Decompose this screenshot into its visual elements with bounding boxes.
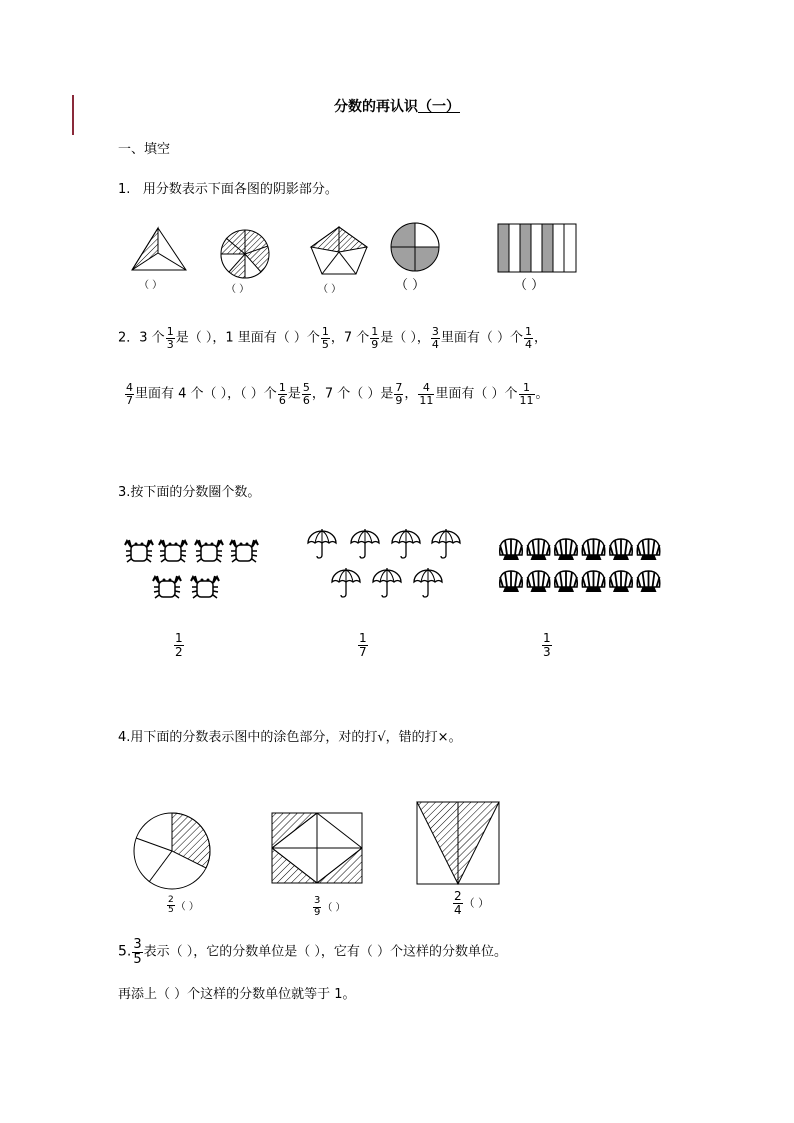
q2-l1-text-d: 是（ ）， [380, 330, 430, 346]
numerator: 1 [543, 631, 551, 645]
denominator: 9 [314, 906, 321, 918]
q1-blank-2[interactable]: （ ） [226, 284, 250, 295]
inverted-triangle-square-figure [417, 802, 499, 884]
denominator: 5 [133, 951, 142, 967]
q2-l2-text-b: 是 [287, 386, 301, 402]
q5-line-2: 再添上（ ）个这样的分数单位就等于 1。 [118, 987, 356, 1002]
numerator: 7 [395, 381, 403, 394]
q2-l1-text-a: 2．3 个 [118, 330, 165, 346]
numerator: 1 [166, 325, 174, 338]
five-part-circle-figure [134, 813, 210, 889]
denominator: 7 [126, 393, 133, 407]
section-heading: 一、填空 [118, 142, 171, 157]
numerator: 2 [454, 889, 462, 903]
fraction [313, 896, 321, 918]
numerator: 1 [519, 382, 535, 395]
q4-item-2 [312, 896, 346, 918]
denominator: 6 [278, 393, 286, 407]
denominator: 11 [419, 393, 434, 407]
q2-l1-text-e: 里面有（ ）个 [440, 330, 524, 346]
numerator: 1 [321, 325, 329, 338]
denominator: 9 [371, 337, 379, 351]
q1-blank-4[interactable]: （ ） [395, 278, 426, 293]
denominator: 4 [525, 337, 533, 351]
denominator: 4 [454, 902, 462, 917]
q2-l1-text-c: ，7 个 [330, 330, 370, 346]
denominator: 6 [302, 393, 310, 407]
q5-text: 表示（ ），它的分数单位是（ ），它有（ ）个这样的分数单位。 [143, 944, 508, 960]
q5-line-1 [118, 938, 507, 966]
q2-l2-text-c: ，7 个（ ）是 [311, 386, 394, 402]
triangle-rectangle-figure [272, 813, 362, 883]
denominator: 5 [321, 337, 329, 351]
numerator: 3 [133, 937, 142, 952]
q4-blank-1[interactable]: （ ） [175, 901, 199, 913]
numerator: 1 [175, 631, 183, 645]
title-sub: （一） [418, 99, 460, 115]
numerator: 3 [431, 325, 439, 338]
numerator: 1 [371, 325, 379, 338]
denominator: 7 [359, 644, 367, 659]
q2-l1-text-b: 是（ ），1 里面有（ ）个 [175, 330, 320, 346]
q5-number: 5. [118, 943, 132, 960]
q1-text: 用分数表示下面各图的阴影部分。 [142, 182, 338, 197]
q4-blank-3[interactable]: （ ） [463, 896, 490, 910]
q1-blank-3[interactable]: （ ） [318, 284, 342, 295]
fraction [453, 890, 463, 916]
fraction [132, 938, 142, 966]
numerator: 5 [302, 381, 310, 394]
numerator: 1 [278, 381, 286, 394]
numerator: 3 [314, 895, 321, 906]
denominator: 11 [519, 393, 534, 407]
denominator: 5 [168, 905, 174, 916]
title-main: 分数的再认识 [334, 99, 418, 115]
q2-l1-text-f: ， [534, 330, 548, 346]
q2-l2-text-a: 里面有 4 个（ ），（ ）个 [135, 386, 277, 402]
denominator: 4 [431, 337, 439, 351]
q2-l2-text-d: ， [404, 386, 418, 402]
fraction [167, 896, 175, 916]
q4-blank-2[interactable]: （ ） [322, 902, 346, 914]
q4-prompt: 4.用下面的分数表示图中的涂色部分，对的打√，错的打×。 [118, 730, 462, 745]
q2-l2-text-e: 里面有（ ）个 [435, 386, 518, 402]
q4-item-1 [166, 896, 199, 916]
q1-blank-5[interactable]: （ ） [514, 278, 545, 293]
q3-prompt: 3.按下面的分数圈个数。 [118, 485, 261, 500]
denominator: 3 [166, 337, 174, 351]
numerator: 4 [418, 382, 434, 395]
numerator: 2 [168, 895, 174, 905]
denominator: 2 [175, 644, 183, 659]
denominator: 9 [395, 393, 403, 407]
q2-l2-text-f: 。 [535, 386, 549, 402]
numerator: 4 [126, 381, 133, 394]
q1-blank-1[interactable]: （ ） [139, 280, 163, 291]
denominator: 3 [543, 644, 551, 659]
numerator: 1 [525, 325, 533, 338]
q4-item-3 [452, 890, 489, 916]
q1-number: 1. [118, 182, 131, 197]
numerator: 1 [359, 631, 367, 645]
